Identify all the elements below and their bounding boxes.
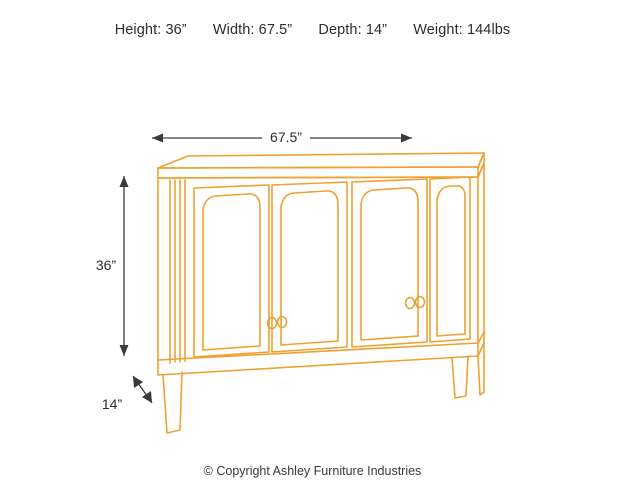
spec-width: Width: 67.5” — [212, 22, 293, 38]
cabinet-bottom-rail — [158, 343, 478, 375]
spec-height: Height: 36” — [114, 22, 187, 38]
cabinet-bottom-rail-right — [478, 332, 484, 356]
height-label: 36” — [95, 257, 117, 273]
cabinet-top-front-edge — [158, 167, 478, 168]
cabinet-handles — [268, 297, 425, 329]
cabinet-top-surface — [158, 153, 484, 168]
height-dimension — [120, 176, 129, 356]
cabinet-door-4-panel — [437, 186, 465, 336]
handle-door-4 — [416, 297, 425, 308]
cabinet-door-3-panel — [361, 188, 418, 340]
cabinet-right-side — [478, 163, 484, 343]
depth-dimension — [133, 376, 152, 403]
cabinet-leg-front-left — [163, 372, 182, 433]
cabinet-door-1 — [194, 185, 269, 357]
cabinet-door-4 — [430, 177, 470, 342]
cabinet-illustration — [158, 153, 484, 433]
copyright-notice: © Copyright Ashley Furniture Industries — [203, 464, 422, 478]
handle-door-3 — [406, 298, 415, 309]
cabinet-door-1-panel — [203, 194, 260, 350]
spec-depth: Depth: 14” — [318, 22, 388, 38]
spec-header — [0, 22, 625, 38]
depth-label: 14” — [101, 396, 123, 412]
width-label: 67.5” — [270, 129, 302, 145]
cabinet-leg-front-right — [452, 356, 468, 398]
product-dimension-diagram — [0, 60, 625, 450]
cabinet-door-3 — [352, 179, 427, 347]
spec-weight: Weight: 144lbs — [413, 22, 511, 38]
cabinet-door-2-panel — [281, 191, 338, 345]
handle-door-2 — [278, 317, 287, 328]
